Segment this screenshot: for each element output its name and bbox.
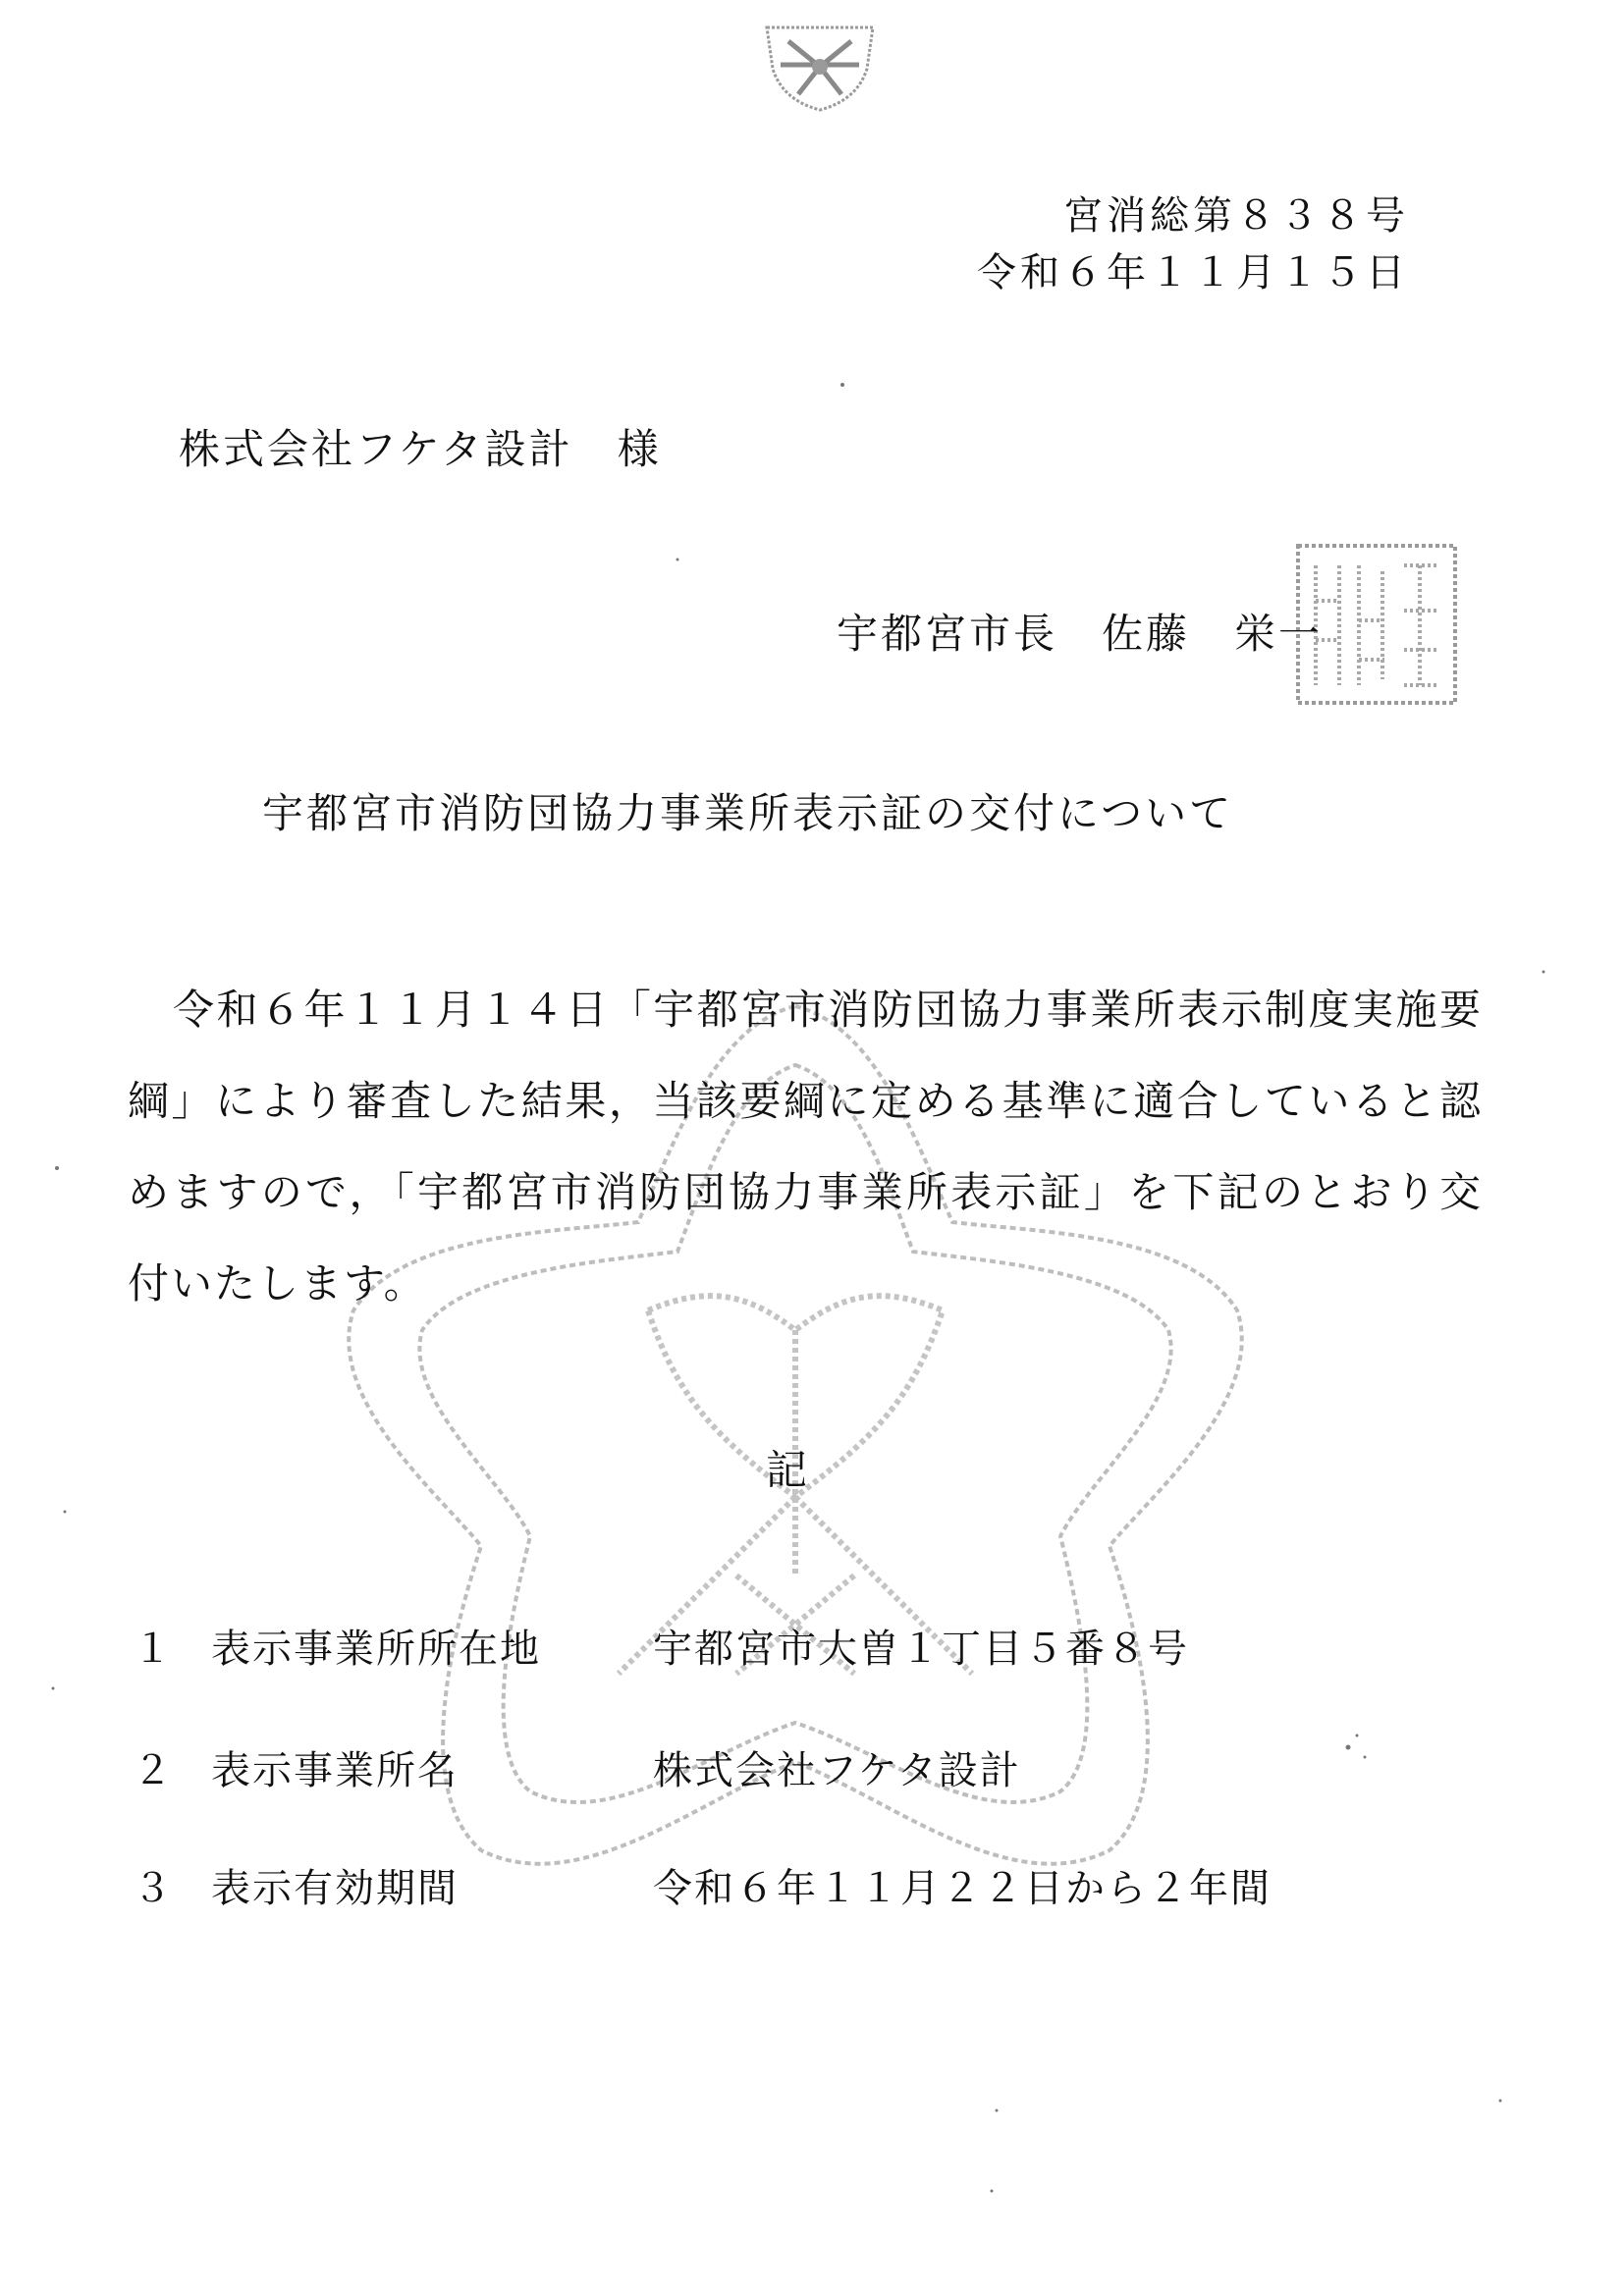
body-paragraph: 令和６年１１月１４日「宇都宮市消防団協力事業所表示制度実施要綱」により審査した結果，当該要綱に定める基準に適合していると認めますので，「宇都宮市消防団協力事業所表示証」を下記のとおり交付いたします。 bbox=[128, 986, 1483, 1308]
item-label: 表示有効期間 bbox=[211, 1866, 459, 1911]
document-number: 宮消総第８３８号 bbox=[1063, 193, 1409, 239]
item-number: ２ bbox=[133, 1748, 172, 1793]
item-value: 株式会社フケタ設計 bbox=[653, 1748, 1021, 1793]
document-subject: 宇都宮市消防団協力事業所表示証の交付について bbox=[262, 789, 1234, 837]
issue-date: 令和６年１１月１５日 bbox=[977, 250, 1409, 295]
ki-heading: 記 bbox=[766, 1446, 808, 1494]
city-emblem-icon bbox=[761, 20, 879, 113]
item-label: 表示事業所名 bbox=[211, 1748, 459, 1793]
sender-name: 宇都宮市長 佐藤 栄一 bbox=[837, 610, 1324, 658]
item-number: ３ bbox=[133, 1866, 172, 1911]
item-number: １ bbox=[133, 1627, 172, 1672]
recipient-name: 株式会社フケタ設計 様 bbox=[179, 425, 662, 473]
item-value: 宇都宮市大曽１丁目５番８号 bbox=[653, 1627, 1189, 1672]
item-label: 表示事業所所在地 bbox=[211, 1627, 541, 1672]
item-value: 令和６年１１月２２日から２年間 bbox=[653, 1866, 1272, 1911]
